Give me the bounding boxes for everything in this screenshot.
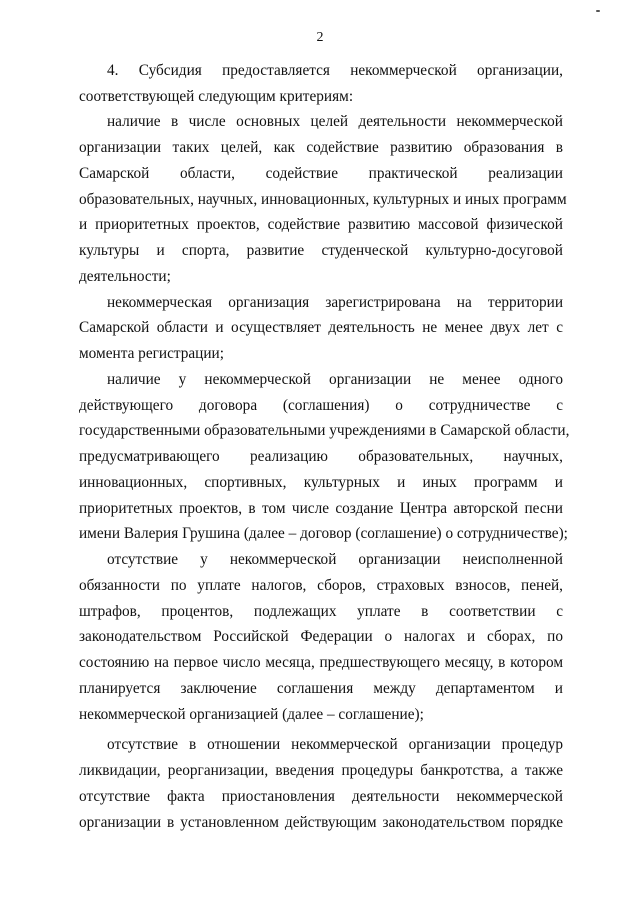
text-line: отсутствие у некоммерческой организации неисполненной xyxy=(107,551,563,568)
text-line: и приоритетных проектов, содействие развитию массовой физической xyxy=(79,216,563,233)
text-line: организации в установленном действующим законодательством порядке xyxy=(79,814,563,831)
text-line: законодательством Российской Федерации о налогах и сборах, по xyxy=(79,628,563,645)
text-line: организации таких целей, как содействие развитию образования в xyxy=(79,139,563,156)
text-line: планируется заключение соглашения между департаментом и xyxy=(79,680,563,697)
text-line: Самарской области и осуществляет деятельность не менее двух лет с xyxy=(79,319,563,336)
text-line: государственными образовательными учреждениями в Самарской области, xyxy=(79,422,570,439)
text-line: наличие у некоммерческой организации не менее одного xyxy=(107,371,563,388)
text-line: момента регистрации; xyxy=(79,345,224,362)
text-line: соответствующей следующим критериям: xyxy=(79,88,354,105)
text-line: Самарской области, содействие практической реализации xyxy=(79,165,563,182)
text-line: деятельности; xyxy=(79,268,171,285)
text-line: некоммерческой организацией (далее – соглашение); xyxy=(79,706,424,723)
scan-artifact xyxy=(596,10,600,12)
text-line: культуры и спорта, развитие студенческой культурно-досуговой xyxy=(79,242,563,259)
text-line: состоянию на первое число месяца, предшествующего месяцу, в котором xyxy=(79,654,563,671)
text-line: приоритетных проектов, в том числе создание Центра авторской песни xyxy=(79,500,563,517)
text-line: обязанности по уплате налогов, сборов, страховых взносов, пеней, xyxy=(79,577,563,594)
text-line: 4. Субсидия предоставляется некоммерческой организации, xyxy=(107,62,563,79)
text-line: ликвидации, реорганизации, введения процедуры банкротства, а также xyxy=(79,762,563,779)
page-number: 2 xyxy=(316,30,324,45)
text-line: отсутствие факта приостановления деятельности некоммерческой xyxy=(79,788,563,805)
text-line: штрафов, процентов, подлежащих уплате в соответствии с xyxy=(79,603,563,620)
text-line: имени Валерия Грушина (далее – договор (соглашение) о сотрудничестве); xyxy=(79,525,568,542)
text-line: предусматривающего реализацию образовательных, научных, xyxy=(79,448,563,465)
text-line: отсутствие в отношении некоммерческой организации процедур xyxy=(107,736,563,753)
text-line: действующего договора (соглашения) о сотрудничестве с xyxy=(79,397,563,414)
text-line: некоммерческая организация зарегистрирована на территории xyxy=(107,294,563,311)
text-line: наличие в числе основных целей деятельности некоммерческой xyxy=(107,113,563,130)
text-line: инновационных, спортивных, культурных и иных программ и xyxy=(79,474,563,491)
text-line: образовательных, научных, инновационных, культурных и иных программ xyxy=(79,191,567,208)
